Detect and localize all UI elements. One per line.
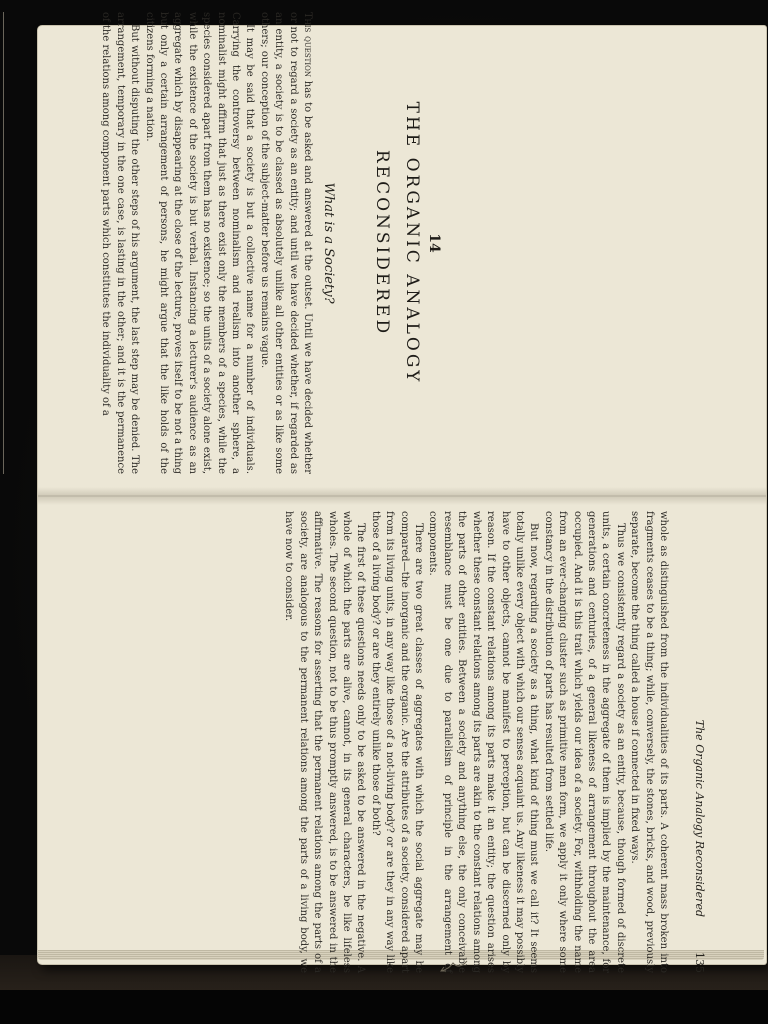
chapter-number: 14 (426, 233, 442, 253)
paragraph: But now, regarding a society as a thing, what kind of thing must we call it? It seems totally unlike every object with which our senses acquaint us. Any likeness it may possibly have to other objects, cannot be manifest to perception, but can be discerned only by reason. If the constant relations among its parts make it an entity; the question arises whether these constant relations among its parts are akin to the constant relations among the parts of other entities. Between a society and anything else, the only conceivable resemblance must be one due to parallelism of principle in the arrangement of components. (427, 511, 540, 973)
page-135-content (0, 511, 724, 973)
paragraph-lead: This question (302, 12, 313, 77)
book-gutter (38, 487, 766, 505)
paragraph-text: But without disputing the other steps of his argument, the last step may be denied. The arrangement, temporary in the one case, is lasting in the other; and it is the permanence of the relations among component parts which constitutes the individuality of a (100, 12, 141, 474)
paragraph: There are two great classes of aggregates with which the social aggregate may be compared—the inorganic and the organic. Are the attributes of a society, considered apart from its living units, in any way like those of a not-living body? or are they in any way like those of a living body? or are they entirely unlike those of both? (369, 511, 425, 973)
paragraph-text: has to be asked and answered at the outset. Until we have decided whether or not to regard a society as an entity; and until we have decided whether, if regarded as an entity, a society is to be classed as absolutely unlike all other entities or as like some others; our conception of the subject-matter before us remains vague. (258, 12, 313, 474)
chapter-title-line1: THE ORGANIC ANALOGY (402, 101, 422, 385)
running-head-title: The Organic Analogy Reconsidered (693, 719, 706, 917)
bottom-shadow (0, 990, 768, 1024)
paragraph: whole as distinguished from the individualities of its parts. A coherent mass broken into fragments ceases to be a thing; while, conversely, the stones, bricks, and wood, previously separate, become the thing called a house if connected in fixed ways. (629, 511, 669, 973)
paragraph: Thus we consistently regard a society as an entity, because, though formed of discrete units, a certain concreteness in the aggregate of them is implied by the maintenance, for generations and centuries, of a general likeness of arrangement throughout the area occupied. And it is this trait which yields our idea of a society. For, withholding the name from an ever-changing cluster such as primitive men form, we apply it only where some constancy in the distribution of parts has resulted from settled life. (542, 511, 626, 973)
page-134-content (0, 12, 462, 474)
paragraph-text: It may be said that a society is but a collective name for a number of individuals. Carrying the controversy between nominalism and realism into another sphere, a nominalist might affirm that just as there exist only the members of a species, while the species considered apart from them has no existence; so the units of a society alone exist, while the existence of the society is but verbal. Instancing a lecturer's audience as an aggregate which by disappearing at the close of the lecture, proves itself to be not a thing but only a certain arrangement of persons, he might argue that the like holds of the citizens forming a nation. (143, 12, 256, 474)
page-135 (0, 511, 724, 973)
running-head (690, 511, 706, 973)
page-number-135: 135 (693, 952, 706, 973)
chapter-title-line2: RECONSIDERED (372, 149, 392, 337)
paragraph (141, 12, 256, 474)
section-heading: What is a Society? (321, 182, 336, 304)
page-135-body (281, 511, 670, 973)
paragraph (256, 12, 314, 474)
page-134 (0, 12, 462, 474)
paragraph (98, 12, 141, 474)
page-134-body (98, 12, 314, 474)
margin-arrow-icon (439, 959, 469, 973)
footnote-rule (3, 12, 4, 474)
paragraph: The first of these questions needs only to be asked to be answered in the negative. A whole of which the parts are alive, cannot, in its general characters, be like lifeless wholes. The second question, not to be thus promptly answered, is to be answered in the affirmative. The reasons for asserting that the permanent relations among the parts of a society, are analogous to the permanent relations among the parts of a living body, we have now to consider. (283, 511, 367, 973)
